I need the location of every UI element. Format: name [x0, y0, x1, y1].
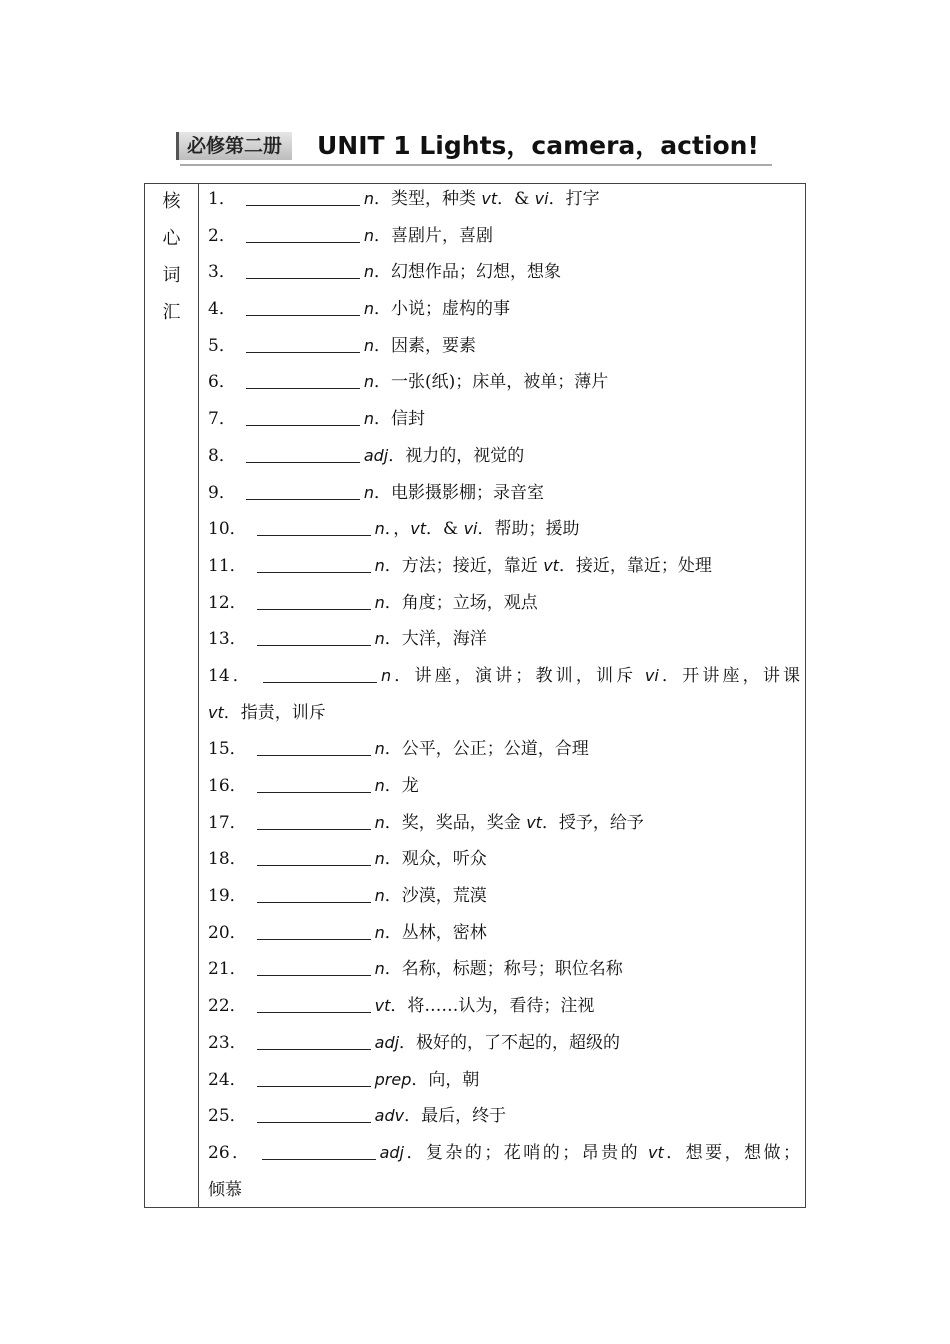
definition-text: ．打字 — [548, 189, 600, 209]
vocab-item-continuation — [208, 1175, 800, 1212]
part-of-speech: n — [363, 482, 374, 502]
definition-text: ．喜剧片，喜剧 — [373, 225, 493, 246]
item-number: 16． — [208, 776, 247, 796]
definition-text: ．观众，听众 — [384, 849, 487, 870]
part-of-speech: n — [374, 629, 385, 649]
definition-text: ．& — [426, 519, 464, 540]
definition-text: ．开讲座，讲课 — [658, 665, 801, 686]
part-of-speech: vt — [374, 996, 391, 1016]
part-of-speech: adj — [374, 1032, 400, 1052]
answer-blank[interactable] — [246, 187, 360, 206]
answer-blank[interactable] — [246, 370, 360, 389]
part-of-speech: n — [363, 225, 374, 245]
item-number: 5． — [208, 335, 236, 356]
item-number: 23． — [208, 1032, 247, 1053]
part-of-speech: adj — [363, 445, 389, 465]
item-number: 3． — [208, 262, 236, 283]
item-number: 2． — [208, 225, 236, 246]
definition-text: ．讲座，演讲；教训，训斥 — [391, 665, 645, 686]
vocab-item — [208, 331, 800, 368]
answer-blank[interactable] — [257, 1031, 371, 1050]
answer-blank[interactable] — [257, 554, 371, 573]
part-of-speech: vt — [543, 555, 559, 575]
vocab-item — [208, 184, 800, 221]
part-of-speech: n — [380, 665, 392, 685]
definition-text: ．最后，终于 — [404, 1106, 507, 1127]
definition-text: ．幻想作品；幻想，想象 — [373, 262, 561, 283]
part-of-speech: n — [363, 262, 374, 282]
item-number: 19． — [208, 886, 247, 907]
definition-text: ．信封 — [373, 409, 425, 430]
part-of-speech: n — [374, 959, 385, 979]
definition-text: ．复杂的；花哨的；昂贵的 — [403, 1142, 648, 1163]
part-of-speech: n — [363, 372, 374, 392]
vocab-item — [208, 808, 800, 845]
part-of-speech: n — [374, 776, 385, 795]
part-of-speech: n — [374, 519, 385, 539]
vocab-list — [208, 184, 800, 1211]
answer-blank[interactable] — [257, 884, 371, 903]
part-of-speech: n — [374, 555, 385, 575]
answer-blank[interactable] — [257, 921, 371, 940]
definition-text: ．一张(纸)；床单，被单；薄片 — [373, 372, 609, 393]
vocab-item — [208, 661, 800, 698]
item-number: 25． — [208, 1106, 247, 1127]
side-label-cell — [145, 184, 199, 1207]
definition-text: ．名称，标题；称号；职位名称 — [384, 959, 623, 980]
answer-blank[interactable] — [257, 517, 371, 536]
item-number: 7． — [208, 409, 236, 430]
vocab-item — [208, 771, 800, 808]
side-label-char: 心 — [162, 228, 181, 249]
side-label-char: 汇 — [162, 302, 181, 323]
part-of-speech: n — [374, 592, 385, 612]
part-of-speech: adj — [379, 1142, 404, 1162]
side-label-char: 词 — [162, 265, 181, 286]
answer-blank[interactable] — [262, 1141, 376, 1160]
answer-blank[interactable] — [246, 297, 360, 316]
vocab-item — [208, 221, 800, 258]
definition-text: ．小说；虚构的事 — [373, 299, 510, 320]
vocab-item-continuation — [208, 698, 800, 735]
vocab-item — [208, 514, 800, 551]
item-number: 8． — [208, 445, 236, 466]
item-number: 22． — [208, 996, 247, 1017]
item-number: 1． — [208, 189, 236, 209]
part-of-speech: vi — [534, 189, 549, 208]
vocab-item — [208, 367, 800, 404]
definition-text: ．类型，种类 — [373, 189, 482, 209]
item-number: 24． — [208, 1069, 247, 1090]
vocab-item — [208, 624, 800, 661]
definition-text: ．电影摄影棚；录音室 — [373, 482, 544, 503]
part-of-speech: n — [374, 739, 385, 759]
vocab-item — [208, 881, 800, 918]
section-header — [176, 128, 772, 168]
item-number: 18． — [208, 849, 247, 870]
item-number: 6． — [208, 372, 236, 393]
item-number: 4． — [208, 299, 236, 320]
vocab-item — [208, 1138, 800, 1175]
definition-text: ．向，朝 — [411, 1069, 480, 1090]
answer-blank[interactable] — [257, 627, 371, 646]
answer-blank[interactable] — [246, 224, 360, 243]
item-number: 12． — [208, 592, 247, 613]
item-number: 17． — [208, 812, 247, 833]
answer-blank[interactable] — [246, 334, 360, 353]
answer-blank[interactable] — [257, 591, 371, 610]
definition-text: ．丛林，密林 — [384, 922, 487, 943]
item-number: 15． — [208, 739, 247, 760]
vocab-item — [208, 844, 800, 881]
definition-text: ．将……认为，看待；注视 — [390, 996, 595, 1017]
vocab-table — [144, 183, 806, 1208]
answer-blank[interactable] — [257, 774, 371, 793]
vocab-item — [208, 734, 800, 771]
side-label-char: 核 — [162, 191, 181, 212]
part-of-speech: n — [374, 849, 385, 869]
vocab-item — [208, 588, 800, 625]
answer-blank[interactable] — [246, 260, 360, 279]
item-number: 9． — [208, 482, 236, 503]
item-number: 14． — [208, 665, 253, 686]
item-number: 20． — [208, 922, 247, 943]
part-of-speech: adv — [374, 1106, 405, 1126]
part-of-speech: vt — [208, 702, 224, 722]
definition-text: ．视力的，视觉的 — [388, 445, 525, 466]
header-underline — [180, 164, 772, 166]
part-of-speech: vt — [526, 812, 542, 832]
item-number: 11． — [208, 555, 247, 576]
answer-blank[interactable] — [257, 1068, 371, 1087]
vocab-item — [208, 1028, 800, 1065]
part-of-speech: vt — [410, 519, 427, 539]
part-of-speech: n — [374, 886, 385, 906]
part-of-speech: prep — [374, 1069, 412, 1089]
part-of-speech: vt — [481, 189, 498, 208]
definition-text: ．帮助；援助 — [477, 519, 580, 540]
definition-text: ．想要，想做； — [663, 1142, 801, 1163]
answer-blank[interactable] — [246, 444, 360, 463]
item-number: 10． — [208, 519, 247, 540]
definition-text: ．大洋，海洋 — [384, 629, 487, 650]
answer-blank[interactable] — [246, 481, 360, 500]
definition-text: ．& — [497, 189, 535, 209]
item-number: 21． — [208, 959, 247, 980]
answer-blank[interactable] — [257, 957, 371, 976]
definition-text: ．接近，靠近；处理 — [558, 555, 712, 576]
definition-text: ．龙 — [384, 776, 419, 796]
book-badge: 必修第二册 — [176, 132, 292, 160]
answer-blank[interactable] — [257, 847, 371, 866]
definition-text: ．公平，公正；公道，合理 — [384, 739, 589, 760]
part-of-speech: n — [363, 409, 374, 429]
answer-blank[interactable] — [257, 994, 371, 1013]
unit-title: UNIT 1 Lights，camera，action! — [317, 131, 759, 160]
definition-text: ．， — [384, 519, 411, 540]
definition-text: ．极好的，了不起的，超级的 — [399, 1032, 621, 1053]
answer-blank[interactable] — [257, 737, 371, 756]
answer-blank[interactable] — [257, 1104, 371, 1123]
vocab-item — [208, 294, 800, 331]
vocab-item — [208, 257, 800, 294]
definition-text: ．奖，奖品，奖金 — [384, 812, 527, 833]
part-of-speech: vi — [463, 519, 478, 539]
definition-text: ．角度；立场，观点 — [384, 592, 538, 613]
answer-blank[interactable] — [257, 811, 371, 830]
definition-text: ．因素，要素 — [373, 335, 476, 356]
answer-blank[interactable] — [246, 407, 360, 426]
definition-text: ．指责，训斥 — [223, 702, 326, 723]
item-number: 13． — [208, 629, 247, 650]
definition-text: ．方法；接近，靠近 — [384, 555, 544, 576]
item-number: 26． — [208, 1142, 252, 1163]
part-of-speech: n — [374, 812, 385, 832]
part-of-speech: n — [374, 922, 385, 942]
vocab-item — [208, 441, 800, 478]
part-of-speech: n — [363, 299, 374, 319]
vocab-item — [208, 404, 800, 441]
part-of-speech: n — [363, 335, 374, 355]
vocab-item — [208, 1101, 800, 1138]
vocab-item — [208, 1065, 800, 1102]
vocab-item — [208, 478, 800, 515]
part-of-speech: n — [363, 189, 374, 208]
part-of-speech: vt — [647, 1142, 664, 1162]
vocab-item — [208, 918, 800, 955]
answer-blank[interactable] — [263, 664, 377, 683]
definition-text: ．沙漠，荒漠 — [384, 886, 487, 907]
vocab-item — [208, 551, 800, 588]
definition-text: 倾慕 — [208, 1179, 242, 1200]
vocab-item — [208, 991, 800, 1028]
definition-text: ．授予，给予 — [541, 812, 644, 833]
part-of-speech: vi — [644, 665, 659, 685]
vocab-item — [208, 954, 800, 991]
